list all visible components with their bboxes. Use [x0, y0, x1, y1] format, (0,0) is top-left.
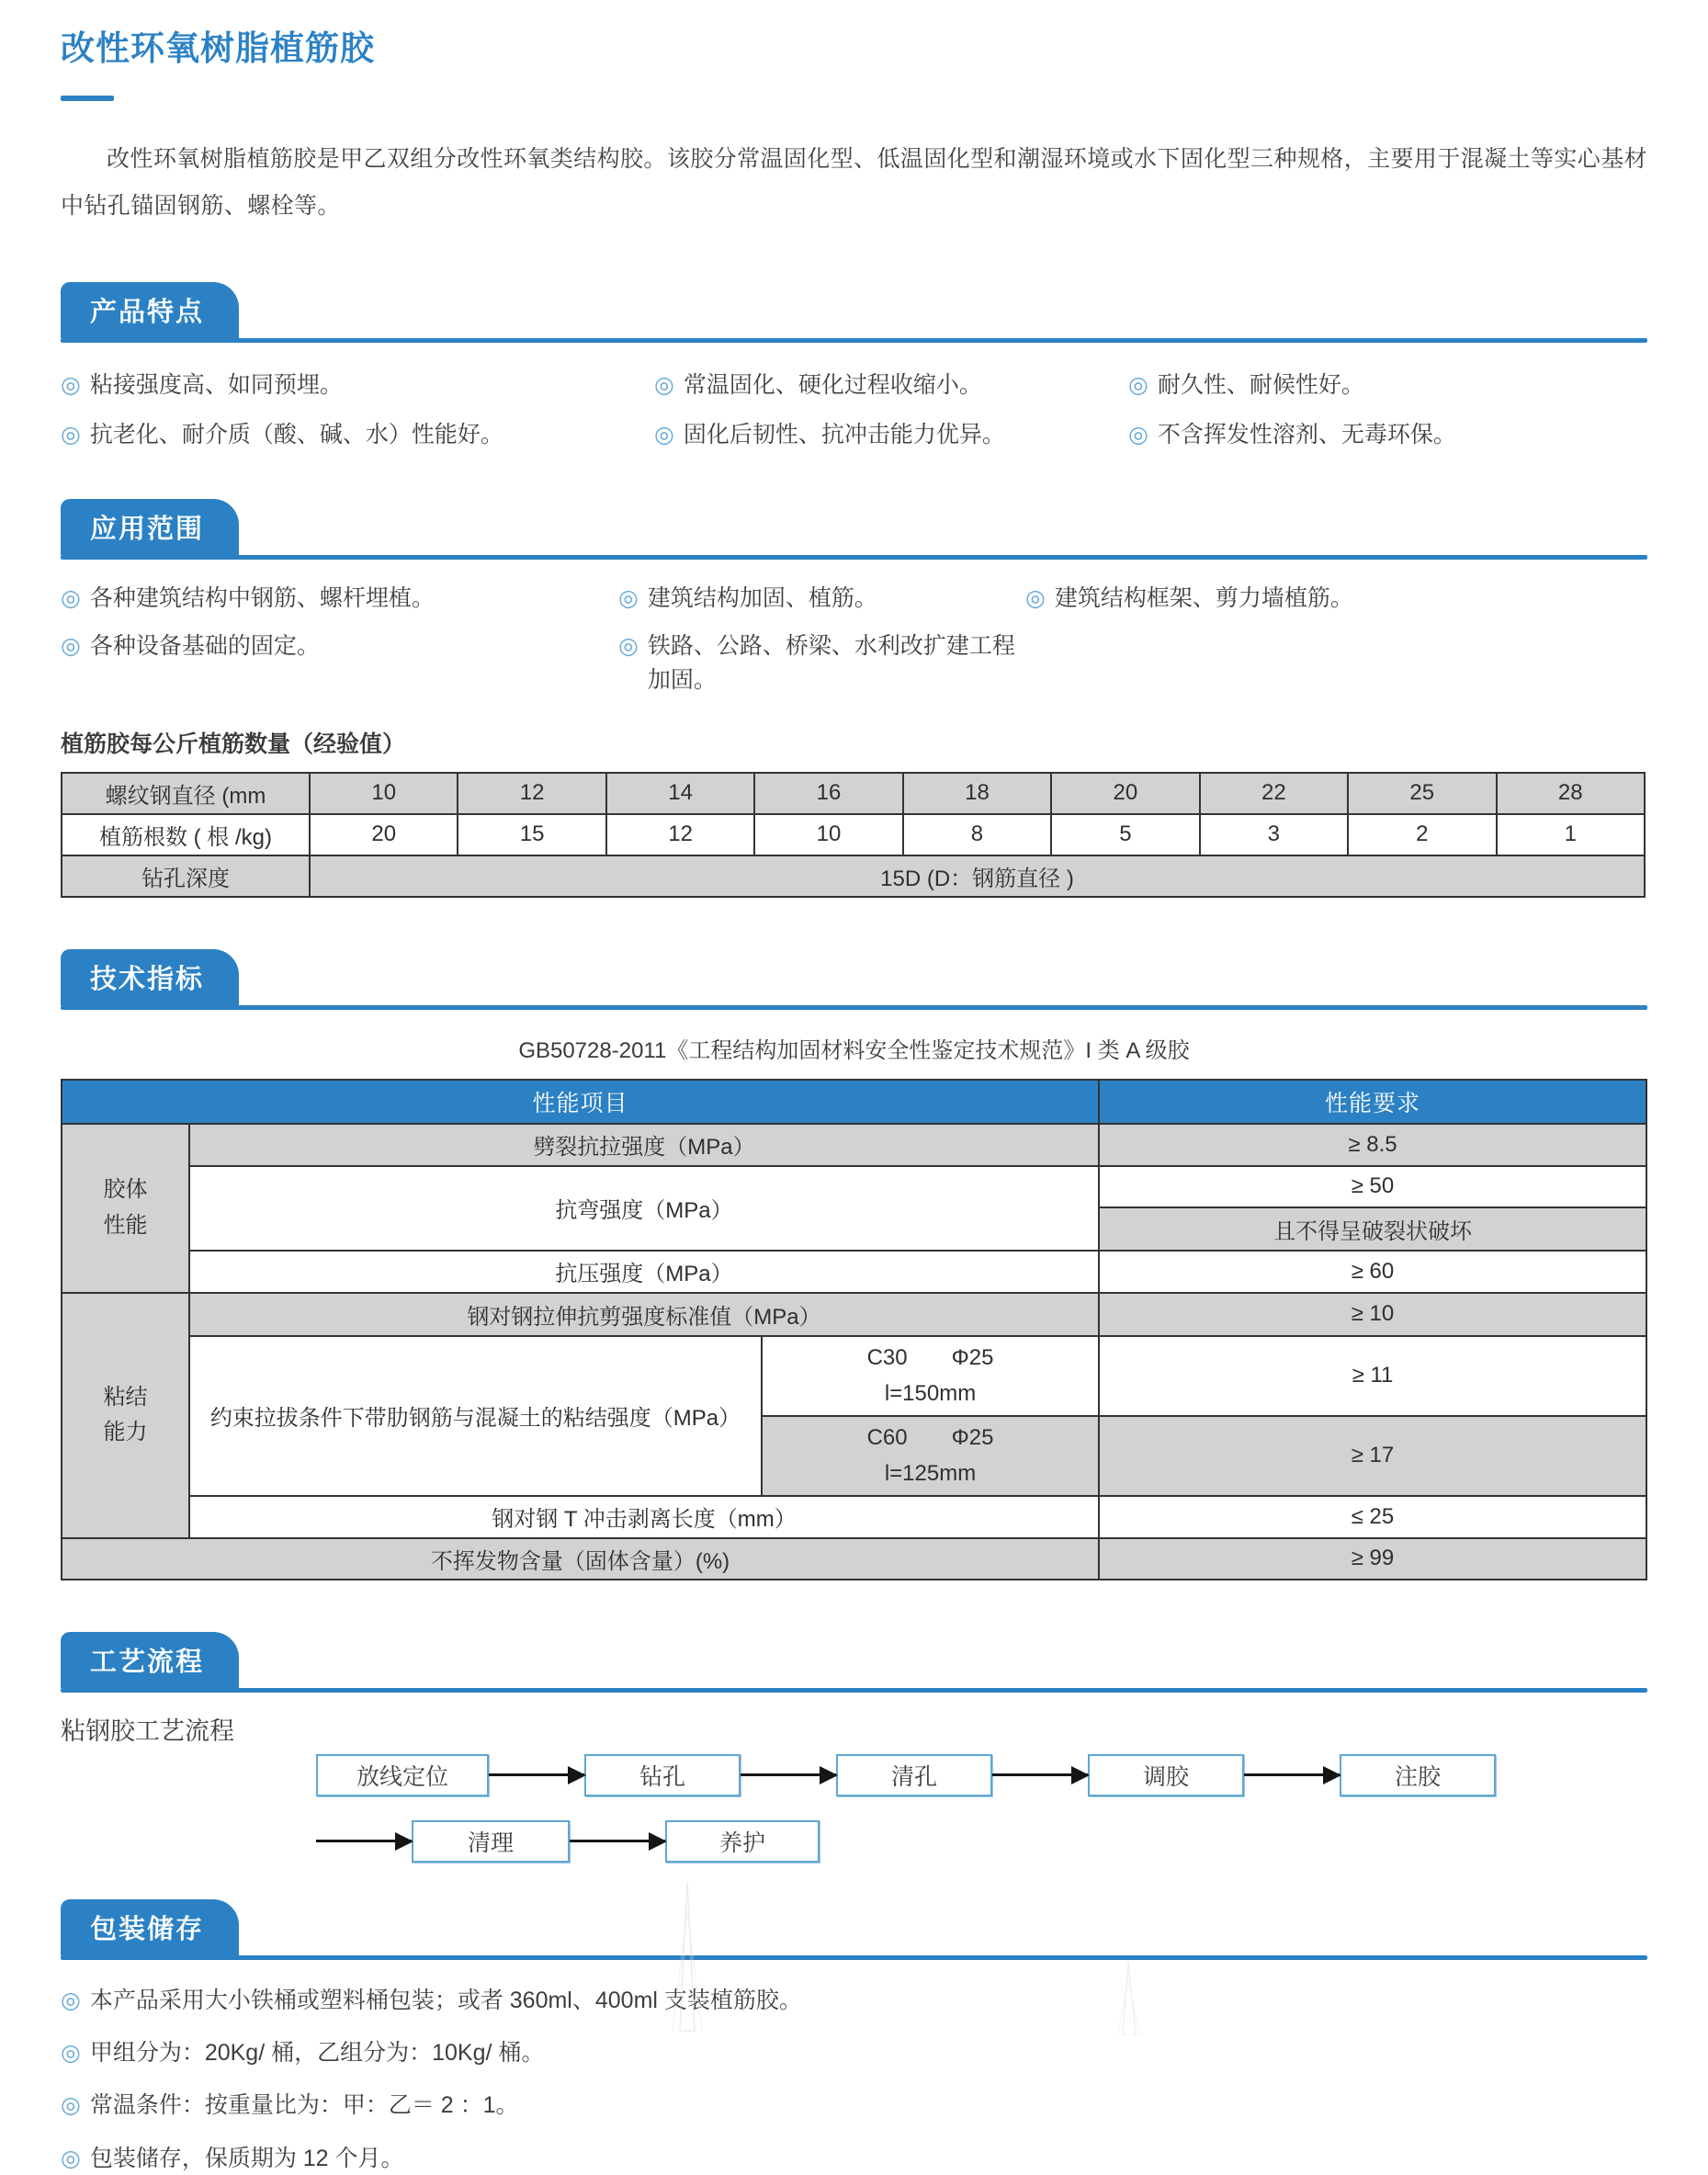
cell: 25	[1348, 773, 1496, 814]
section-badge-applications: 应用范围	[61, 499, 239, 555]
feature-item	[61, 368, 654, 402]
application-text: 铁路、公路、桥梁、水利改扩建工程加固。	[647, 633, 1015, 693]
cell: 20	[1051, 773, 1199, 814]
section-applications	[61, 499, 1647, 898]
application-text: 建筑结构框架、剪力墙植筋。	[1054, 585, 1353, 611]
condition-line: C30 Φ25	[866, 1344, 994, 1370]
requirement-cell: ≥ 99	[1099, 1538, 1646, 1580]
cell: 12	[458, 773, 605, 814]
cell: 10	[310, 773, 458, 814]
section-features	[61, 282, 1647, 452]
page-title: 改性环氧树脂植筋胶	[61, 29, 375, 67]
standard-note: GB50728-2011《工程结构加固材料安全性鉴定技术规范》I 类 A 级胶	[518, 1037, 1190, 1063]
feature-item	[654, 418, 1128, 451]
bullet-icon: ◎	[61, 421, 81, 447]
condition-cell	[762, 1416, 1099, 1496]
storage-item	[61, 2142, 1647, 2175]
cell: 5	[1051, 814, 1199, 855]
cell: 2	[1348, 814, 1496, 855]
group-label	[62, 1293, 189, 1538]
table-row	[62, 855, 1645, 897]
table-row	[62, 1336, 1646, 1416]
feature-text: 不含挥发性溶剂、无毒环保。	[1157, 421, 1456, 447]
bullet-icon: ◎	[61, 2040, 81, 2066]
application-item	[618, 629, 1025, 697]
feature-text: 常温固化、硬化过程收缩小。	[683, 371, 982, 398]
application-item	[61, 582, 618, 615]
cell: 15D (D：钢筋直径 )	[310, 855, 1645, 897]
storage-list	[61, 1984, 1647, 2175]
bullet-icon: ◎	[654, 371, 674, 398]
group-text: 粘结能力	[103, 1384, 148, 1445]
table-row	[62, 1166, 1646, 1207]
table-row	[62, 1496, 1646, 1538]
arrow-right-icon	[570, 1840, 665, 1842]
requirement-cell: 且不得呈破裂状破坏	[1099, 1207, 1646, 1251]
requirement-cell: ≥ 60	[1099, 1251, 1646, 1293]
cell: 14	[606, 773, 754, 814]
table-row	[62, 1251, 1646, 1293]
requirement-cell: ≥ 50	[1099, 1166, 1646, 1207]
feature-text: 固化后韧性、抗冲击能力优异。	[683, 421, 1005, 447]
flow-step: 放线定位	[316, 1754, 489, 1796]
application-text: 建筑结构加固、植筋。	[647, 585, 877, 611]
section-storage	[61, 1899, 1647, 2175]
storage-text: 本产品采用大小铁桶或塑料桶包装；或者 360ml、400ml 支装植筋胶。	[89, 1987, 802, 2013]
arrow-right-icon	[1244, 1773, 1340, 1776]
table-row	[62, 773, 1645, 814]
storage-text: 甲组分为：20Kg/ 桶，乙组分为：10Kg/ 桶。	[89, 2040, 545, 2066]
bullet-icon: ◎	[61, 2145, 81, 2171]
tech-table	[61, 1079, 1647, 1580]
cell: 1	[1497, 814, 1646, 855]
application-text: 各种设备基础的固定。	[89, 633, 320, 660]
table-row	[62, 1124, 1646, 1166]
section-badge-storage: 包装储存	[61, 1899, 239, 1955]
arrow-right-icon	[316, 1840, 412, 1842]
row-label: 钻孔深度	[62, 855, 310, 897]
table-row	[62, 1538, 1646, 1580]
row-label: 螺纹钢直径 (mm	[62, 773, 310, 814]
bullet-icon: ◎	[618, 633, 639, 660]
cell: 18	[903, 773, 1051, 814]
cell: 8	[903, 814, 1051, 855]
property-cell: 钢对钢 T 冲击剥离长度（mm）	[189, 1496, 1099, 1538]
process-flow-row-1	[316, 1754, 1647, 1796]
section-rule	[61, 1688, 1647, 1693]
table-header-row	[62, 1080, 1646, 1124]
property-cell: 劈裂抗拉强度（MPa）	[189, 1124, 1099, 1166]
property-cell: 不挥发物含量（固体含量）(%)	[62, 1538, 1099, 1580]
section-badge-tech: 技术指标	[61, 949, 239, 1005]
applications-list	[61, 582, 1647, 697]
property-cell: 抗弯强度（MPa）	[189, 1166, 1099, 1251]
flow-step: 调胶	[1088, 1754, 1244, 1796]
flow-step: 养护	[665, 1820, 820, 1863]
bullet-icon: ◎	[618, 585, 639, 611]
requirement-cell: ≥ 8.5	[1099, 1124, 1646, 1166]
section-rule	[61, 1005, 1647, 1010]
title-underline	[61, 96, 114, 101]
cell: 22	[1200, 773, 1348, 814]
condition-line: C60 Φ25	[866, 1424, 994, 1450]
condition-cell	[762, 1336, 1099, 1416]
condition-line: l=125mm	[884, 1461, 977, 1487]
column-header-property: 性能项目	[62, 1080, 1099, 1124]
property-cell: 抗压强度（MPa）	[189, 1251, 1099, 1293]
arrow-right-icon	[992, 1773, 1088, 1776]
requirement-cell: ≥ 10	[1099, 1293, 1646, 1336]
flow-step: 清理	[412, 1820, 570, 1863]
cell: 12	[606, 814, 754, 855]
section-process	[61, 1632, 1647, 1863]
bullet-icon: ◎	[654, 421, 674, 447]
bullet-icon: ◎	[61, 2092, 81, 2119]
process-subtitle: 粘钢胶工艺流程	[61, 1716, 234, 1745]
section-tech	[61, 949, 1647, 1580]
application-item	[1025, 629, 1647, 697]
application-item	[618, 582, 1025, 615]
storage-text: 包装储存，保质期为 12 个月。	[89, 2145, 404, 2171]
feature-item	[61, 418, 654, 451]
feature-item	[654, 368, 1128, 402]
flow-step: 钻孔	[584, 1754, 741, 1796]
requirement-cell: ≤ 25	[1099, 1496, 1646, 1538]
bullet-icon: ◎	[1128, 371, 1148, 398]
group-text: 胶体性能	[103, 1177, 148, 1238]
column-header-requirement: 性能要求	[1099, 1080, 1646, 1124]
features-list	[61, 368, 1647, 452]
bullet-icon: ◎	[1128, 421, 1148, 447]
storage-item	[61, 1984, 1647, 2017]
table-row	[62, 814, 1645, 855]
process-flow-row-2	[316, 1820, 1647, 1863]
arrow-right-icon	[489, 1773, 584, 1776]
property-cell: 钢对钢拉伸抗剪强度标准值（MPa）	[189, 1293, 1099, 1336]
dosage-table	[61, 772, 1646, 898]
arrow-right-icon	[741, 1773, 836, 1776]
flow-step: 清孔	[836, 1754, 992, 1796]
cell: 15	[458, 814, 605, 855]
bullet-icon: ◎	[61, 585, 81, 611]
feature-text: 粘接强度高、如同预埋。	[89, 371, 343, 398]
storage-item	[61, 2036, 1647, 2069]
application-item	[61, 629, 618, 697]
condition-line: l=150mm	[884, 1381, 977, 1407]
cell: 10	[754, 814, 902, 855]
property-cell: 约束拉拔条件下带肋钢筋与混凝土的粘结强度（MPa）	[189, 1336, 762, 1496]
bullet-icon: ◎	[1025, 585, 1046, 611]
feature-text: 耐久性、耐候性好。	[1157, 371, 1364, 398]
cell: 3	[1200, 814, 1348, 855]
intro-paragraph: 改性环氧树脂植筋胶是甲乙双组分改性环氧类结构胶。该胶分常温固化型、低温固化型和潮湿环境或水下固化型三种规格，主要用于混凝土等实心基材中钻孔锚固钢筋、螺栓等。	[61, 146, 1647, 220]
storage-item	[61, 2089, 1647, 2122]
application-item	[1025, 582, 1647, 615]
section-badge-features: 产品特点	[61, 282, 239, 338]
cell: 16	[754, 773, 902, 814]
dosage-table-title: 植筋胶每公斤植筋数量（经验值）	[61, 731, 406, 757]
section-badge-process: 工艺流程	[61, 1632, 239, 1688]
requirement-cell: ≥ 17	[1099, 1416, 1646, 1496]
section-rule	[61, 1955, 1647, 1960]
group-label	[62, 1124, 189, 1293]
cell: 20	[310, 814, 458, 855]
table-row	[62, 1293, 1646, 1336]
requirement-cell: ≥ 11	[1099, 1336, 1646, 1416]
feature-item	[1128, 418, 1647, 451]
section-rule	[61, 555, 1647, 560]
storage-text: 常温条件：按重量比为：甲：乙＝ 2 ：1。	[89, 2092, 519, 2119]
feature-item	[1128, 368, 1647, 402]
bullet-icon: ◎	[61, 1987, 81, 2013]
flow-step: 注胶	[1340, 1754, 1496, 1796]
bullet-icon: ◎	[61, 371, 81, 398]
row-label: 植筋根数 ( 根 /kg)	[62, 814, 310, 855]
feature-text: 抗老化、耐介质（酸、碱、水）性能好。	[89, 421, 503, 447]
cell: 28	[1497, 773, 1646, 814]
bullet-icon: ◎	[61, 633, 81, 660]
application-text: 各种建筑结构中钢筋、螺杆埋植。	[89, 585, 435, 611]
section-rule	[61, 338, 1647, 343]
